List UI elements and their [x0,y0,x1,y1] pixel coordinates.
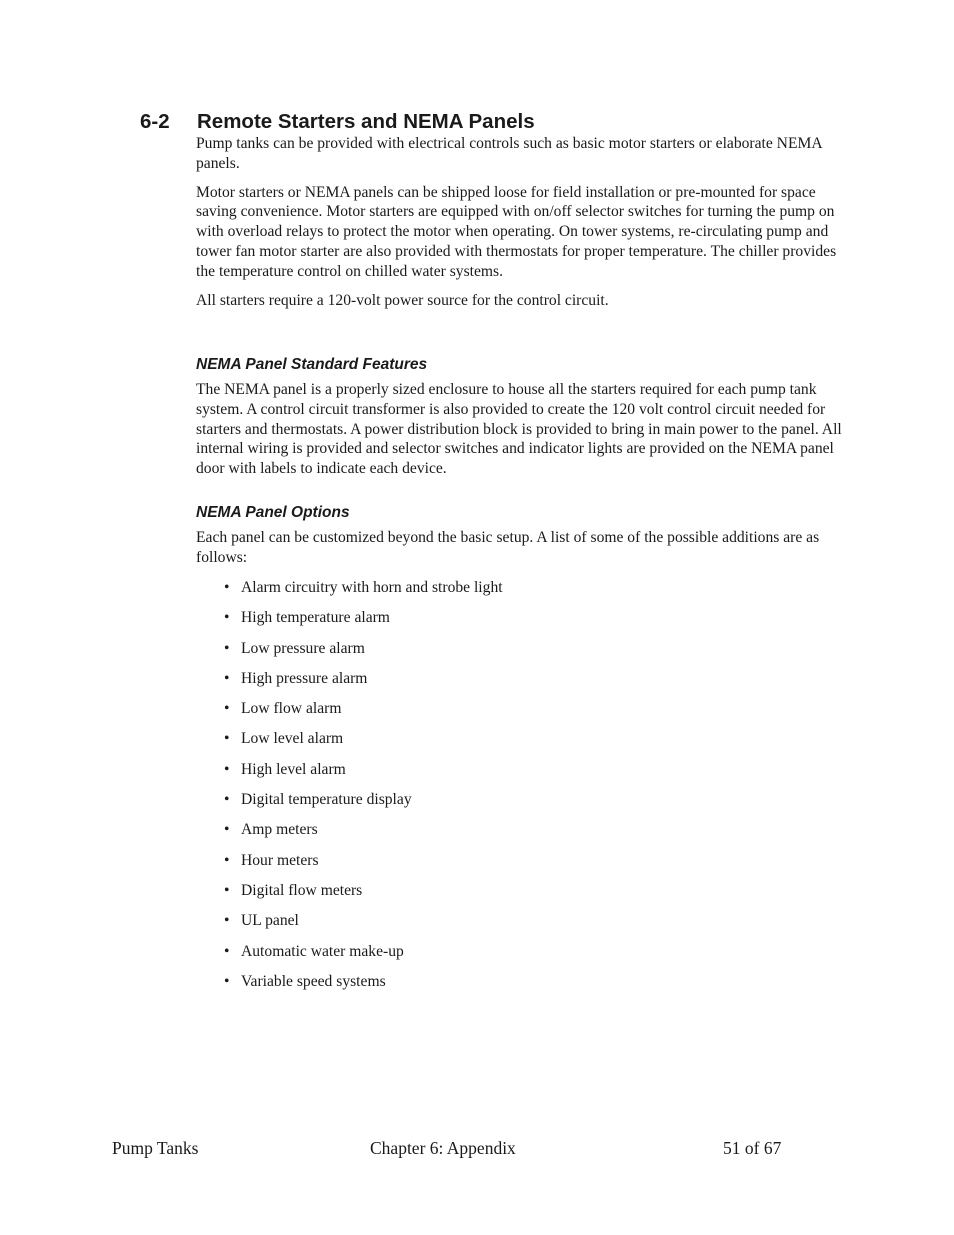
intro-paragraph-2: Motor starters or NEMA panels can be shipped loose for field installation or pre-mounted for space saving convenience. Motor starters are equipped with on/off selector switches for turning the pump on with overload relays to protect the motor when operating. On tower systems, re-circulating pump and tower fan motor starter are also provided with thermostats for proper temperature. The chiller provides the temperature control on chilled water systems. [196,183,837,280]
standard-features-paragraph: The NEMA panel is a properly sized enclosure to house all the starters required for each pump tank system. A control circuit transformer is also provided to create the 120 volt control circuit needed for starters and thermostats. A power distribution block is provided to bring in main power to the panel. All internal wiring is provided and selector switches and indicator lights are provided on the NEMA panel door with labels to indicate each device. [196,381,842,478]
bullet-icon: • [224,669,230,687]
bullet-icon: • [224,881,230,899]
bullet-icon: • [224,972,230,990]
list-item-label: Low level alarm [241,730,344,748]
bullet-icon: • [224,579,230,596]
options-list [224,577,503,1001]
section-number: 6-2 [140,110,170,133]
bullet-icon: • [224,730,230,748]
list-item [224,819,503,849]
intro-paragraph-1: Pump tanks can be provided with electrical controls such as basic motor starters or elaborate NEMA panels. [196,135,822,172]
bullet-icon: • [224,609,230,627]
list-item [224,698,503,728]
bullet-icon: • [224,912,230,930]
list-item [224,941,503,971]
list-item-label: Alarm circuitry with horn and strobe light [241,579,503,596]
list-item [224,850,503,880]
bullet-icon: • [224,760,230,778]
list-item-label: Hour meters [241,851,319,869]
list-item-label: Low pressure alarm [241,639,365,657]
list-item-label: Low flow alarm [241,700,342,718]
list-item-label: High level alarm [241,760,346,778]
options-heading: NEMA Panel Options [196,504,350,521]
list-item-label: Variable speed systems [241,972,386,990]
list-item-label: High temperature alarm [241,609,390,627]
footer-chapter: Chapter 6: Appendix [370,1138,516,1158]
list-item [224,759,503,789]
list-item [224,910,503,940]
bullet-icon: • [224,851,230,869]
list-item [224,789,503,819]
list-item-label: Automatic water make-up [241,942,404,960]
section-title: Remote Starters and NEMA Panels [197,110,535,133]
list-item [224,607,503,637]
footer-document-title: Pump Tanks [112,1138,199,1158]
list-item-label: Digital temperature display [241,791,412,809]
bullet-icon: • [224,639,230,657]
list-item-label: UL panel [241,912,299,930]
standard-features-heading: NEMA Panel Standard Features [196,356,428,373]
list-item [224,638,503,668]
bullet-icon: • [224,942,230,960]
list-item [224,971,503,1001]
list-item [224,668,503,698]
options-paragraph: Each panel can be customized beyond the basic setup. A list of some of the possible additions are as follows: [196,529,820,566]
bullet-icon: • [224,791,230,809]
intro-paragraph-3: All starters require a 120-volt power source for the control circuit. [196,291,609,309]
bullet-icon: • [224,821,230,839]
list-item [224,577,503,607]
standard-features-section [196,355,844,479]
list-item-label: Amp meters [241,821,318,839]
bullet-icon: • [224,700,230,718]
list-item [224,880,503,910]
section-heading [140,109,535,135]
options-section [196,503,844,568]
list-item [224,728,503,758]
list-item-label: High pressure alarm [241,669,368,687]
footer-page-number: 51 of 67 [723,1138,782,1158]
section-intro [196,134,844,310]
list-item-label: Digital flow meters [241,881,363,899]
